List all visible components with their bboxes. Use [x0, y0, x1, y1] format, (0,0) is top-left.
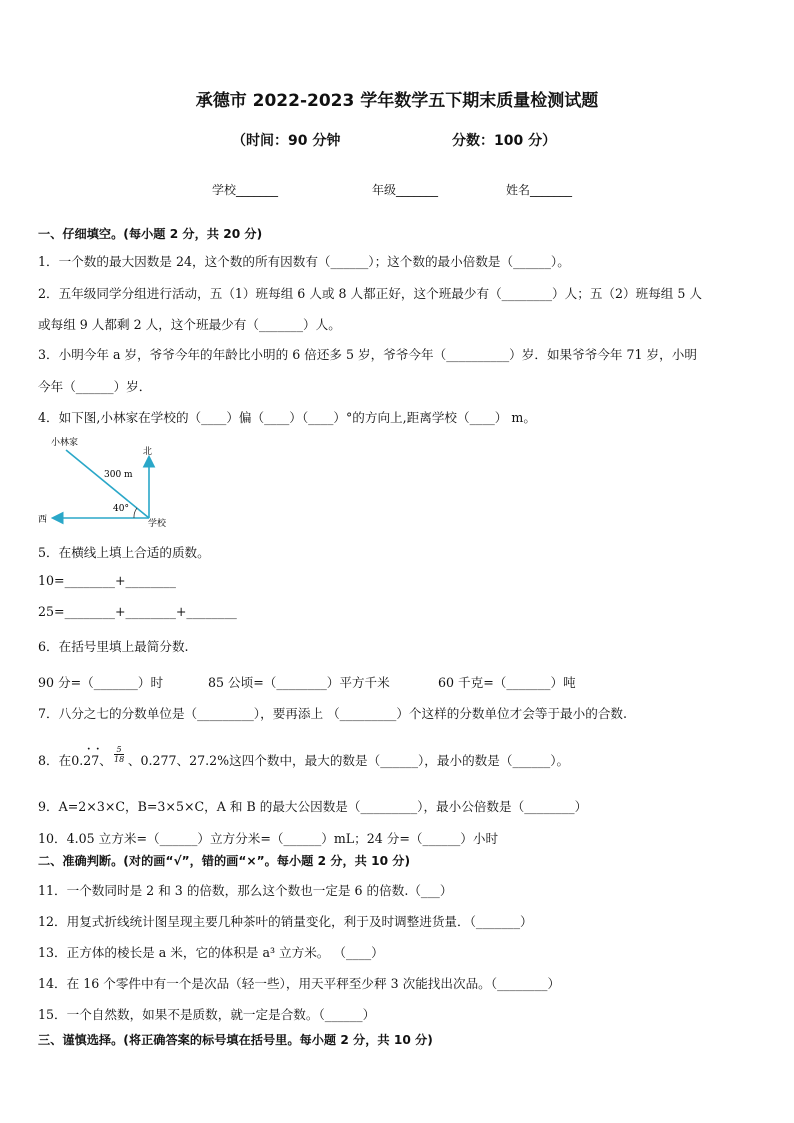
fraction-denominator: 18 — [114, 755, 125, 764]
fraction-numerator: 5 — [116, 745, 122, 754]
section-3-heading: 三、谨慎选择。(将正确答案的标号填在括号里。每小题 2 分，共 10 分) — [38, 1033, 433, 1047]
fraction-5-18 — [114, 745, 124, 764]
question-5-a: 10=________+________ — [38, 573, 176, 588]
home-direction-line — [66, 450, 149, 518]
direction-diagram — [34, 436, 194, 532]
question-7: 7．八分之七的分数单位是（_________），要再添上 （_________）个这样的分数单位才会等于最小的合数. — [38, 706, 628, 721]
angle-arc — [134, 508, 137, 518]
question-5-b: 25=________+________+________ — [38, 604, 237, 619]
question-8-prefix: 8．在0.27、 — [38, 753, 112, 768]
exam-score: 分数：100 分） — [452, 133, 557, 149]
question-6-b: 85 公顷=（________）平方千米 — [208, 675, 390, 690]
question-2-line-1: 2．五年级同学分组进行活动，五（1）班每组 6 人或 8 人都正好，这个班最少有（________）人；五（2）班每组 5 人 — [38, 286, 703, 301]
exam-time: （时间：90 分钟 — [232, 133, 341, 149]
question-3-line-1: 3．小明今年 a 岁，爷爷今年的年龄比小明的 6 倍还多 5 岁，爷爷今年（__________）岁．如果爷爷今年 71 岁，小明 — [38, 347, 697, 362]
question-12: 12．用复式折线统计图呈现主要几种茶叶的销量变化，利于及时调整进货量．（_______） — [38, 914, 533, 929]
question-9: 9．A=2×3×C，B=3×5×C，A 和 B 的最大公因数是（_________），最小公倍数是（________） — [38, 799, 588, 814]
question-15: 15．一个自然数，如果不是质数，就一定是合数。（______） — [38, 1007, 376, 1022]
question-6: 6．在括号里填上最简分数. — [38, 639, 189, 654]
distance-label: 300 m — [104, 470, 133, 480]
question-1: 1．一个数的最大因数是 24，这个数的所有因数有（______）；这个数的最小倍数是（______）。 — [38, 254, 570, 269]
section-2-heading: 二、准确判断。(对的画“√”，错的画“×”。每小题 2 分，共 10 分) — [38, 854, 411, 868]
west-label: 西 — [38, 515, 48, 525]
question-5: 5．在横线上填上合适的质数。 — [38, 545, 210, 560]
question-4: 4．如下图,小林家在学校的（____）偏（____）（____）°的方向上,距离学校（____） m。 — [38, 410, 536, 425]
home-label: 小林家 — [51, 438, 79, 448]
angle-label: 40° — [113, 504, 129, 514]
section-1-heading: 一、仔细填空。(每小题 2 分，共 20 分) — [38, 227, 263, 241]
question-14: 14．在 16 个零件中有一个是次品（轻一些），用天平秤至少秤 3 次能找出次品。（________） — [38, 976, 561, 991]
question-6-c: 60 千克=（_______）吨 — [438, 675, 576, 690]
question-6-a: 90 分=（_______）时 — [38, 675, 164, 690]
north-label: 北 — [143, 447, 153, 457]
grade-field: 年级_______ — [372, 183, 439, 197]
school-field: 学校_______ — [212, 183, 279, 197]
page-title: 承德市 2022-2023 学年数学五下期末质量检测试题 — [195, 91, 599, 111]
question-2-line-2: 或每组 9 人都剩 2 人，这个班最少有（_______）人。 — [38, 317, 341, 332]
question-10: 10．4.05 立方米=（______）立方分米=（______）mL；24 分=（______）小时 — [38, 831, 499, 846]
question-8-suffix: 、0.277、27.2%这四个数中，最大的数是（______），最小的数是（______）。 — [127, 753, 570, 768]
question-3-line-2: 今年（______）岁． — [38, 379, 152, 394]
school-label: 学校 — [148, 519, 167, 529]
repeating-dot-1: · — [87, 744, 91, 755]
repeating-dot-2: · — [96, 744, 100, 755]
question-11: 11．一个数同时是 2 和 3 的倍数，那么这个数也一定是 6 的倍数.（___） — [38, 883, 453, 898]
name-field: 姓名_______ — [506, 183, 573, 197]
question-13: 13．正方体的棱长是 a 米，它的体积是 a³ 立方米。 （____） — [38, 945, 384, 960]
